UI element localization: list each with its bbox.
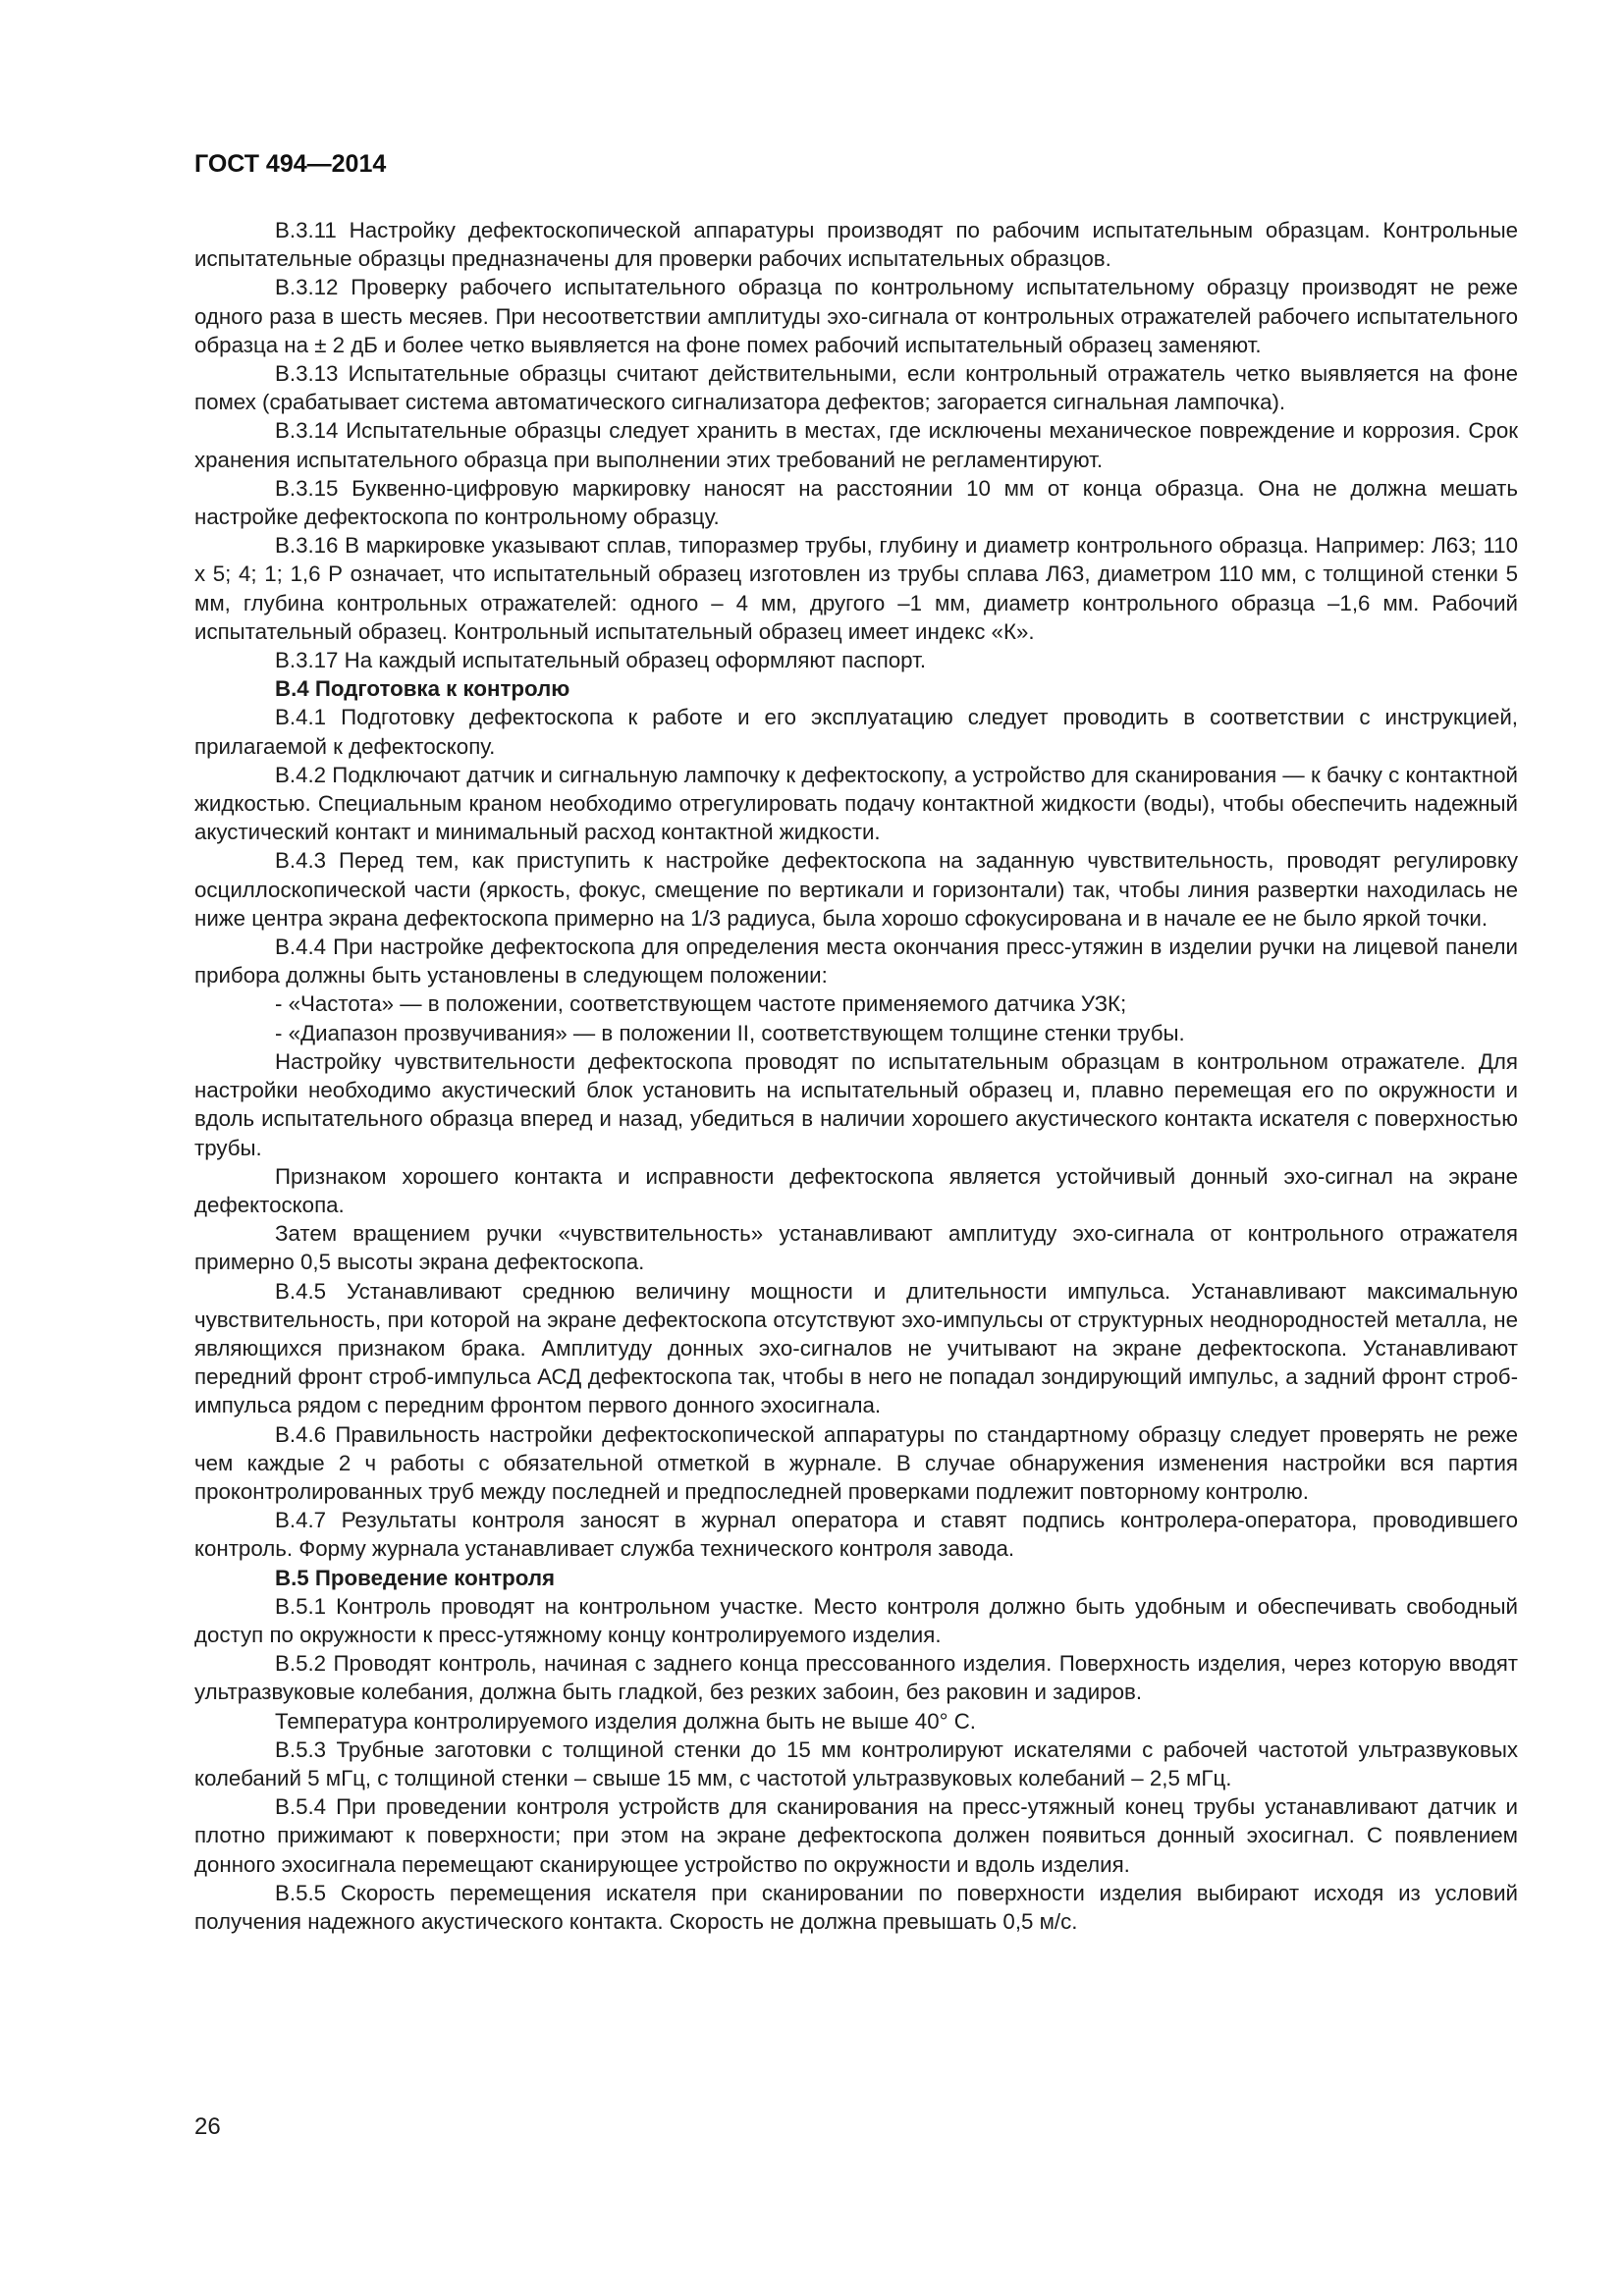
paragraph-b-3-17: В.3.17 На каждый испытательный образец оформляют паспорт. [275, 648, 927, 673]
document-header: ГОСТ 494—2014 [194, 150, 387, 178]
paragraph-b-4-5: В.4.5 Устанавливают среднюю величину мощности и длительности импульса. Устанавливают максимальную чувствительность, при которой на экране дефектоскопа отсутствуют эхо-импульсы от структурных неоднородностей металла, не являющихся признаком брака. Амплитуду донных эхо-сигналов не учитывают на экране дефектоскопа. Устанавливают передний фронт строб-импульса АСД дефектоскопа так, чтобы в него не попадал зондирующий импульс, а задний фронт строб-импульса рядом с передним фронтом первого донного эхосигнала. [194, 1278, 1518, 1418]
document-body [194, 216, 1518, 1936]
section-heading-b-4: В.4 Подготовка к контролю [275, 676, 570, 702]
paragraph-sensitivity-setup: Настройку чувствительности дефектоскопа проводят по испытательным образцам в контрольном отражателе. Для настройки необходимо акустический блок установить на испытательный образец и, плавно перемещая его по окружности и вдоль испытательного образца вперед и назад, убедиться в наличии хорошего акустического контакта искателя с поверхностью трубы. [194, 1048, 1518, 1160]
list-item-frequency: - «Частота» — в положении, соответствующем частоте применяемого датчика УЗК; [275, 991, 1127, 1017]
paragraph-b-4-3: В.4.3 Перед тем, как приступить к настройке дефектоскопа на заданную чувствительность, проводят регулировку осциллоскопической части (яркость, фокус, смещение по вертикали и горизонтали) так, чтобы линия развертки находилась не ниже центра экрана дефектоскопа примерно на 1/3 радиуса, была хорошо сфокусирована и в начале ее не было яркой точки. [194, 848, 1518, 931]
paragraph-temperature: Температура контролируемого изделия должна быть не выше 40° С. [275, 1708, 977, 1734]
page-number: 26 [194, 2113, 221, 2140]
paragraph-b-3-12: В.3.12 Проверку рабочего испытательного образца по контрольному испытательному образцу производят не реже одного раза в шесть месяев. При несоответствии амплитуды эхо-сигнала от контрольных отражателей рабочего испытательного образца на ± 2 дБ и более четко выявляется на фоне помех рабочий испытательный образец заменяют. [194, 275, 1518, 357]
paragraph-b-5-4: В.5.4 При проведении контроля устройств для сканирования на пресс-утяжный конец трубы устанавливают датчик и плотно прижимают к поверхности; при этом на экране дефектоскопа должен появиться донный эхосигнал. С появлением донного эхосигнала перемещают сканирующее устройство по окружности и вдоль изделия. [194, 1794, 1518, 1877]
paragraph-b-3-11: В.3.11 Настройку дефектоскопической аппаратуры производят по рабочим испытательным образцам. Контрольные испытательные образцы предназначены для проверки рабочих испытательных образцов. [194, 218, 1518, 272]
list-item-range: - «Диапазон прозвучивания» — в положении II, соответствующем толщине стенки трубы. [275, 1020, 1185, 1045]
paragraph-b-4-6: В.4.6 Правильность настройки дефектоскопической аппаратуры по стандартному образцу следует проверять не реже чем каждые 2 ч работы с обязательной отметкой в журнале. В случае обнаружения изменения настройки вся партия проконтролированных труб между последней и предпоследней проверками подлежит повторному контролю. [194, 1421, 1518, 1504]
paragraph-b-4-1: В.4.1 Подготовку дефектоскопа к работе и его эксплуатацию следует проводить в соответствии с инструкцией, прилагаемой к дефектоскопу. [194, 705, 1518, 759]
paragraph-b-5-2: В.5.2 Проводят контроль, начиная с заднего конца прессованного изделия. Поверхность изделия, через которую вводят ультразвуковые колебания, должна быть гладкой, без резких забоин, без раковин и задиров. [194, 1651, 1518, 1705]
paragraph-b-4-7: В.4.7 Результаты контроля заносят в журнал оператора и ставят подпись контролера-оператора, проводившего контроль. Форму журнала устанавливает служба технического контроля завода. [194, 1508, 1518, 1562]
paragraph-b-3-16: В.3.16 В маркировке указывают сплав, типоразмер трубы, глубину и диаметр контрольного образца. Например: Л63; 110 х 5; 4; 1; 1,6 Р означает, что испытательный образец изготовлен из трубы сплава Л63, диаметром 110 мм, с толщиной стенки 5 мм, глубина контрольных отражателей: одного – 4 мм, другого –1 мм, диаметр контрольного образца –1,6 мм. Рабочий испытательный образец. Контрольный испытательный образец имеет индекс «К». [194, 533, 1518, 644]
paragraph-good-contact: Признаком хорошего контакта и исправности дефектоскопа является устойчивый донный эхо-сигнал на экране дефектоскопа. [194, 1163, 1518, 1217]
paragraph-b-5-5: В.5.5 Скорость перемещения искателя при сканировании по поверхности изделия выбирают исходя из условий получения надежного акустического контакта. Скорость не должна превышать 0,5 м/с. [194, 1880, 1518, 1934]
paragraph-amplitude: Затем вращением ручки «чувствительность» устанавливают амплитуду эхо-сигнала от контрольного отражателя примерно 0,5 высоты экрана дефектоскопа. [194, 1221, 1518, 1275]
document-page [194, 149, 1518, 1936]
paragraph-b-5-1: В.5.1 Контроль проводят на контрольном участке. Место контроля должно быть удобным и обеспечивать свободный доступ по окружности к пресс-утяжному концу контролируемого изделия. [194, 1593, 1518, 1647]
paragraph-b-3-15: В.3.15 Буквенно-цифровую маркировку наносят на расстоянии 10 мм от конца образца. Она не должна мешать настройке дефектоскопа по контрольному образцу. [194, 475, 1518, 530]
paragraph-b-5-3: В.5.3 Трубные заготовки с толщиной стенки до 15 мм контролируют искателями с рабочей частотой ультразвуковых колебаний 5 мГц, с толщиной стенки – свыше 15 мм, с частотой ультразвуковых колебаний – 2,5 мГц. [194, 1736, 1518, 1790]
paragraph-b-4-4: В.4.4 При настройке дефектоскопа для определения места окончания пресс-утяжин в изделии ручки на лицевой панели прибора должны быть установлены в следующем положении: [194, 934, 1518, 988]
section-heading-b-5: В.5 Проведение контроля [275, 1565, 556, 1590]
paragraph-b-3-13: В.3.13 Испытательные образцы считают действительными, если контрольный отражатель четко выявляется на фоне помех (срабатывает система автоматического сигнализатора дефектов; загорается сигнальная лампочка). [194, 361, 1518, 415]
paragraph-b-3-14: В.3.14 Испытательные образцы следует хранить в местах, где исключены механическое повреждение и коррозия. Срок хранения испытательного образца при выполнении этих требований не регламентируют. [194, 418, 1518, 472]
paragraph-b-4-2: В.4.2 Подключают датчик и сигнальную лампочку к дефектоскопу, а устройство для сканирования — к бачку с контактной жидкостью. Специальным краном необходимо отрегулировать подачу контактной жидкости (воды), чтобы обеспечить надежный акустический контакт и минимальный расход контактной жидкости. [194, 762, 1518, 845]
